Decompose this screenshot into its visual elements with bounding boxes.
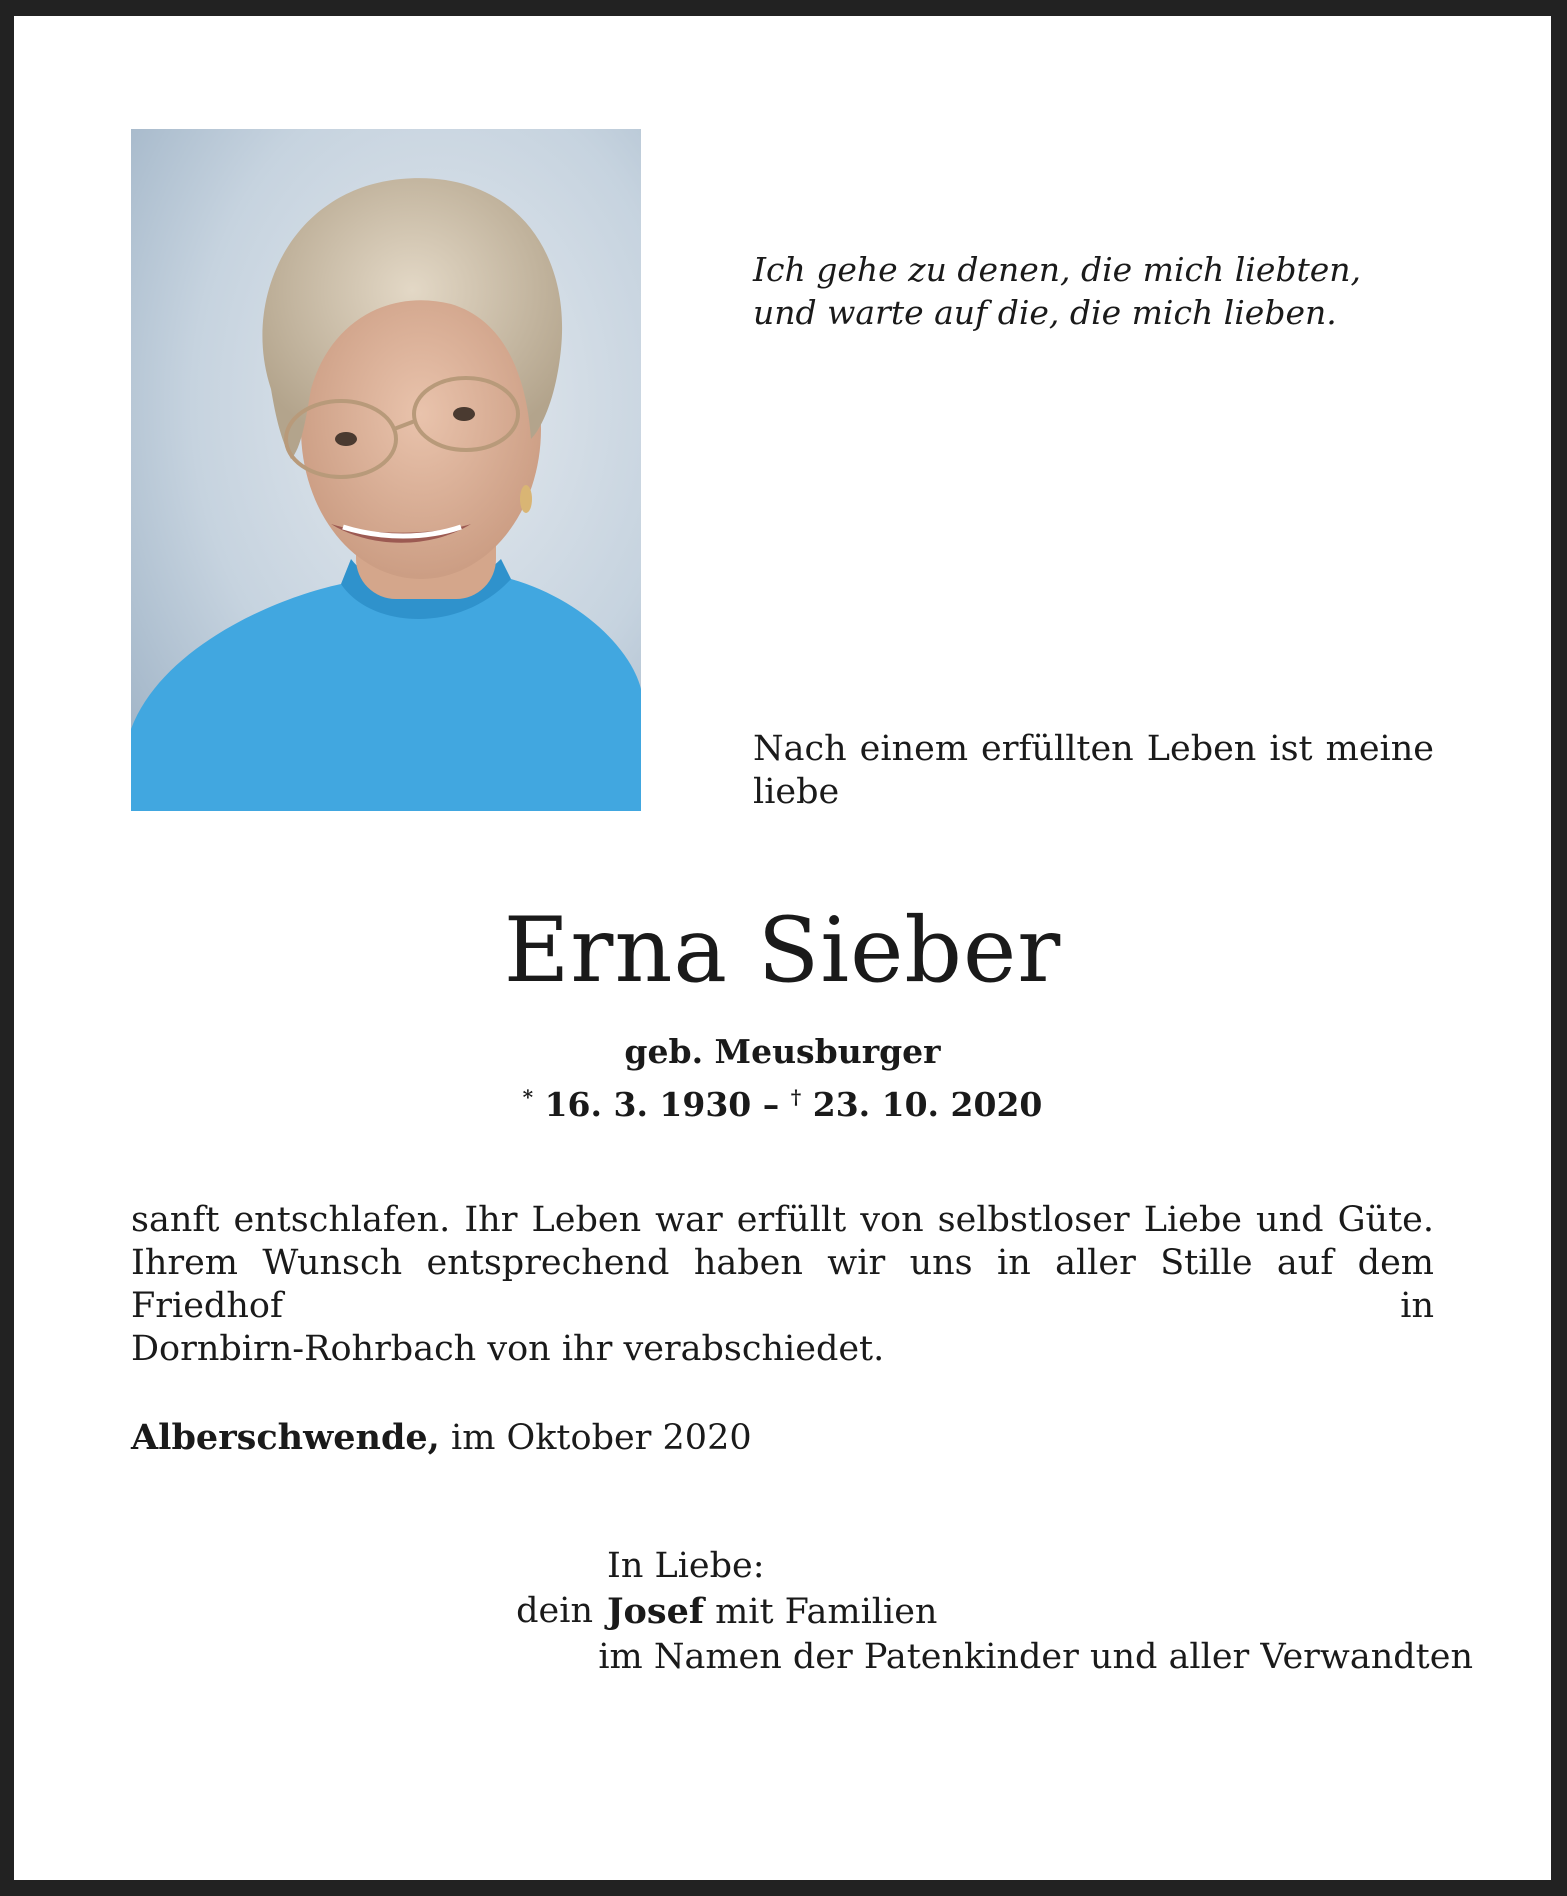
- signoff-name: Josef: [607, 1591, 704, 1632]
- signoff-name-suffix: mit Familien: [715, 1592, 938, 1632]
- signoff-name-row: [493, 1589, 1473, 1635]
- date-text: im Oktober 2020: [451, 1418, 752, 1458]
- maiden-name: geb. Meusburger: [624, 1032, 941, 1071]
- intro-text: [753, 728, 1434, 814]
- life-dates: [14, 1076, 1551, 1126]
- death-date: 23. 10. 2020: [812, 1085, 1043, 1124]
- intro-line: liebe: [753, 772, 840, 812]
- place-name: Alberschwende,: [131, 1417, 440, 1458]
- signoff-intro-row: [493, 1544, 1473, 1589]
- death-symbol: †: [790, 1085, 802, 1109]
- quote-line: und warte auf die, die mich lieben.: [753, 293, 1337, 332]
- intro-line: Nach einem erfüllten Leben ist meine: [753, 729, 1434, 769]
- obituary-card: [14, 16, 1551, 1880]
- signoff-last-row: [493, 1635, 1473, 1680]
- signoff-last-line: im Namen der Patenkinder und aller Verwandten: [598, 1637, 1473, 1677]
- deceased-name: Erna Sieber: [503, 898, 1062, 1003]
- body-line: sanft entschlafen. Ihr Leben war erfüllt von selbstloser Liebe und Güte.: [131, 1200, 1434, 1240]
- birth-date: 16. 3. 1930: [544, 1085, 752, 1124]
- signoff: [493, 1544, 1473, 1680]
- body-line: Ihrem Wunsch entsprechend haben wir uns in aller Stille auf dem Friedhof in: [131, 1243, 1434, 1326]
- birth-symbol: *: [522, 1085, 534, 1109]
- body-line: Dornbirn-Rohrbach von ihr verabschiedet.: [131, 1329, 885, 1369]
- date-dash: –: [762, 1085, 780, 1124]
- body-text: [131, 1199, 1434, 1371]
- place-date: [131, 1416, 752, 1460]
- quote-line: Ich gehe zu denen, die mich liebten,: [753, 250, 1362, 289]
- signoff-lead: dein: [516, 1591, 593, 1631]
- signoff-intro: In Liebe:: [607, 1546, 765, 1586]
- portrait-photo: [131, 129, 641, 811]
- quote: [753, 248, 1433, 334]
